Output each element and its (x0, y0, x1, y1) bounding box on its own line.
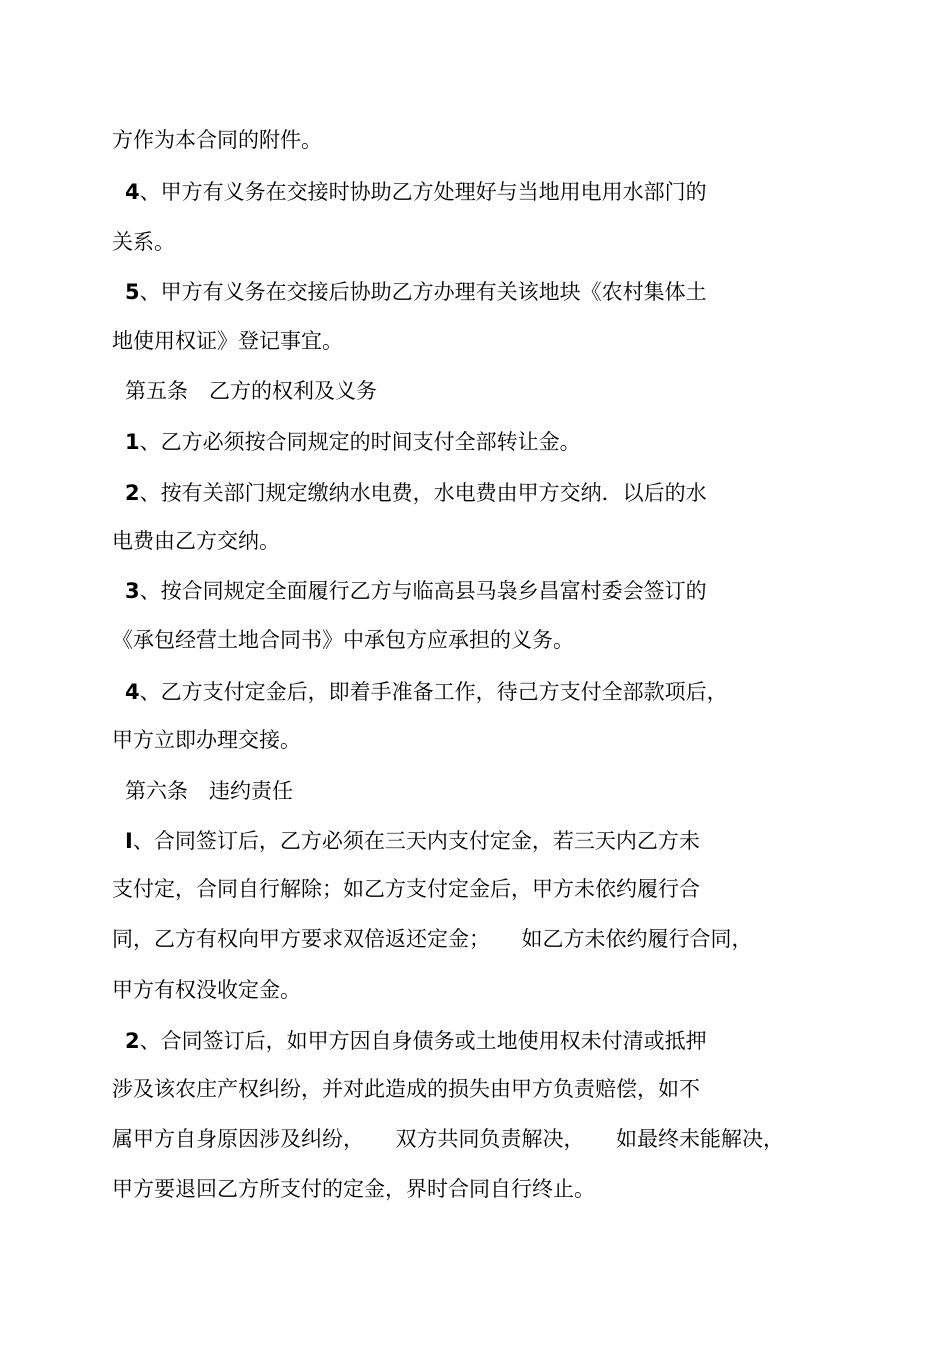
text-line: 涉及该农庄产权纠纷，并对此造成的损失由甲方负责赔偿，如不 (112, 1077, 700, 1101)
clause-line: 3、按合同规定全面履行乙方与临高县马袅乡昌富村委会签订的 (125, 579, 707, 603)
text-line: 支付定，合同自行解除；如乙方支付定金后，甲方未依约履行合 (112, 877, 700, 901)
clause-number: 3 (125, 579, 140, 603)
clause-number: 2 (125, 481, 140, 505)
clause-number: 4 (125, 680, 140, 704)
clause-line: 4、乙方支付定金后，即着手准备工作，待己方支付全部款项后， (125, 680, 728, 704)
clause-line: I、合同签订后，乙方必须在三天内支付定金，若三天内乙方未 (125, 829, 700, 853)
text-line: 《承包经营土地合同书》中承包方应承担的义务。 (112, 628, 574, 652)
clause-number: 5 (125, 280, 140, 304)
text-line: 电费由乙方交纳。 (112, 529, 280, 553)
clause-number: I (125, 829, 133, 853)
text-line: 方作为本合同的附件。 (112, 128, 322, 152)
text-line: 甲方要退回乙方所支付的定金，界时合同自行终止。 (112, 1177, 595, 1201)
clause-number: 2 (125, 1029, 140, 1053)
text-line: 甲方立即办理交接。 (112, 728, 301, 752)
clause-line: 4、甲方有义务在交接时协助乙方处理好与当地用电用水部门的 (125, 180, 707, 204)
text-line: 关系。 (112, 230, 175, 254)
clause-line: 2、按有关部门规定缴纳水电费，水电费由甲方交纳．以后的水 (125, 481, 707, 505)
clause-number: 1 (125, 430, 140, 454)
clause-number: 4 (125, 180, 140, 204)
text-line: 甲方有权没收定金。 (112, 978, 301, 1002)
section-heading: 第六条 违约责任 (125, 779, 293, 803)
text-line: 属甲方自身原因涉及纠纷， 双方共同负责解决， 如最终未能解决， (112, 1127, 784, 1151)
clause-line: 5、甲方有义务在交接后协助乙方办理有关该地块《农村集体土 (125, 280, 707, 304)
clause-line: 2、合同签订后，如甲方因自身债务或土地使用权未付清或抵押 (125, 1029, 707, 1053)
text-line: 地使用权证》登记事宜。 (112, 329, 343, 353)
section-heading: 第五条 乙方的权利及义务 (125, 379, 377, 403)
text-line: 同，乙方有权向甲方要求双倍返还定金； 如乙方未依约履行合同， (112, 927, 753, 951)
clause-line: 1、乙方必须按合同规定的时间支付全部转让金。 (125, 430, 581, 454)
